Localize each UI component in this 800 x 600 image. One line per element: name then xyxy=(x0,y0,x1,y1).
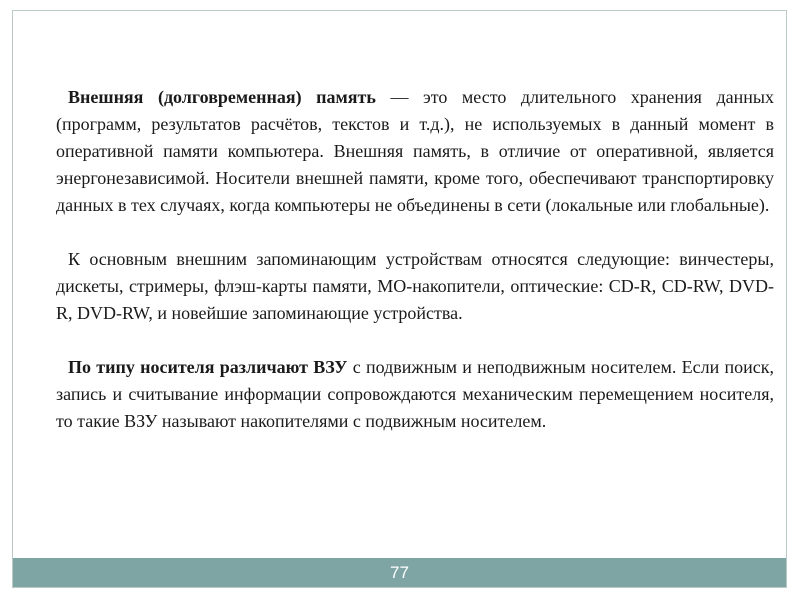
paragraph-storage-devices xyxy=(56,246,774,327)
paragraph-lead: Внешняя (долговременная) память xyxy=(68,87,376,107)
footer-bar xyxy=(13,558,786,587)
page-number: 77 xyxy=(390,563,409,582)
paragraph-external-memory xyxy=(56,84,774,219)
paragraph-text: — это место длительного хранения данных (программ, результатов расчётов, текстов и т.д.), не используемых в данный момент в оперативной памяти компьютера. Внешняя память, в отличие от оперативной, является энергонезависимой. Носители внешней памяти, кроме того, обеспечивают транспортировку данных в тех случаях, когда компьютеры не объединены в сети (локальные или глобальные). xyxy=(56,87,774,215)
paragraph-media-type xyxy=(56,354,774,435)
paragraph-text: с подвижным и неподвижным носителем. Если поиск, запись и считывание информации сопровождаются механическим перемещением носителя, то такие ВЗУ называют накопителями с подвижным носителем. xyxy=(56,357,774,431)
paragraph-text: К основным внешним запоминающим устройствам относятся следующие: винчестеры, дискеты, стримеры, флэш-карты памяти, МО-накопители, оптические: CD-R, CD-RW, DVD-R, DVD-RW, и новейшие запоминающие устройства. xyxy=(56,249,774,323)
paragraph-lead: По типу носителя различают ВЗУ xyxy=(68,357,348,377)
slide-body xyxy=(56,84,774,462)
